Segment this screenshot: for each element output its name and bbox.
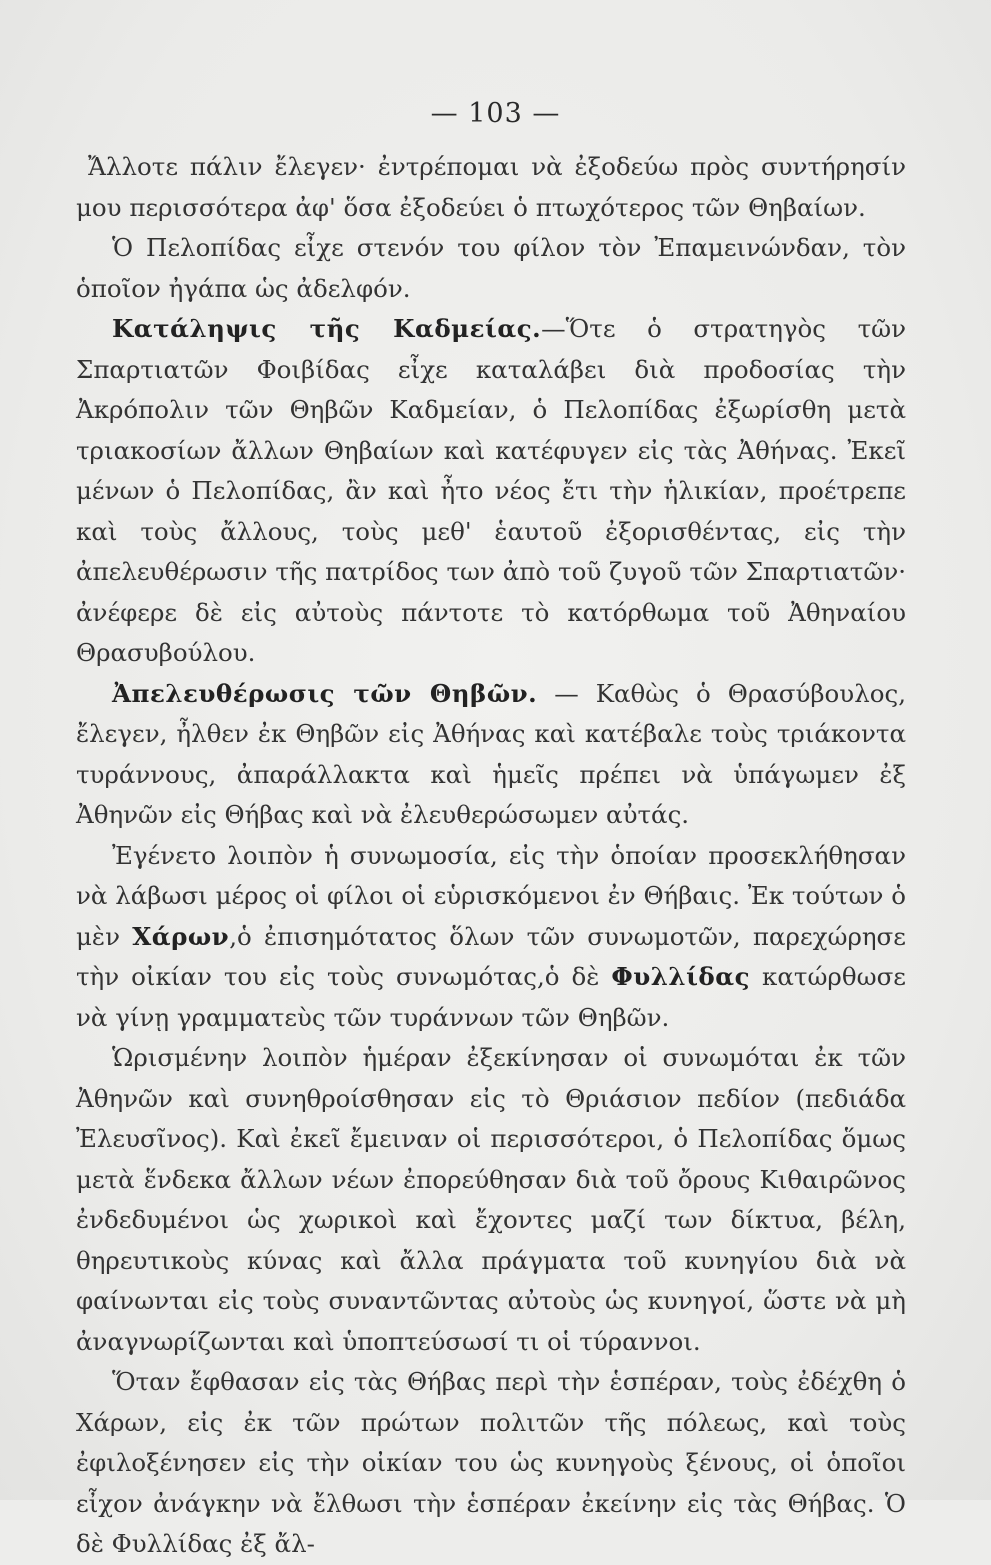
paragraph-conspiracy-text-2: ,ὁ ἐπισημότατος ὅλων τῶν συνωμοτῶν, παρεχώρησε τὴν οἰκίαν του εἰς τοὺς συνωμότας,ὁ δὲ <box>76 921 906 991</box>
paragraph-1: Ἄλλοτε πάλιν ἔλεγεν· ἐντρέπομαι νὰ ἐξοδεύω πρὸς συντήρησίν μου περισσότερα ἀφ' ὅσα ἐξοδεύει ὁ πτωχότερος τῶν Θηβαίων. <box>76 152 906 222</box>
section-heading-liberation: Ἀπελευθέρωσις τῶν Θηβῶν. <box>112 678 538 708</box>
paragraph-liberation-text: — Καθὼς ὁ Θρασύβουλος, ἔλεγεν, ἦλθεν ἐκ Θηβῶν εἰς Ἀθήνας καὶ κατέβαλε τοὺς τριάκοντα τυράννους, ἀπαράλλακτα καὶ ἡμεῖς πρέπει νὰ ὑπάγωμεν ἐξ Ἀθηνῶν εἰς Θήβας καὶ νὰ ἐλευθερώσωμεν αὐτάς. <box>76 678 906 829</box>
paragraph-kadmeia-text: —Ὅτε ὁ στρατηγὸς τῶν Σπαρτιατῶν Φοιβίδας εἶχε καταλάβει διὰ προδοσίας τὴν Ἀκρόπολιν τῶν Θηβῶν Καδμείαν, ὁ Πελοπίδας ἐξωρίσθη μετὰ τριακοσίων ἄλλων Θηβαίων καὶ κατέφυγεν εἰς τὰς Ἀθήνας. Ἐκεῖ μένων ὁ Πελοπίδας, ἂν καὶ ἦτο νέος ἔτι τὴν ἡλικίαν, προέτρεπε καὶ τοὺς ἄλλους, τοὺς μεθ' ἑαυτοῦ ἐξορισθέντας, εἰς τὴν ἀπελευθέρωσιν τῆς πατρίδος των ἀπὸ τοῦ ζυγοῦ τῶν Σπαρτιατῶν· ἀνέφερε δὲ εἰς αὐτοὺς πάντοτε τὸ κατόρθωμα τοῦ Ἀθηναίου Θρασυβούλου. <box>76 314 907 667</box>
paragraph-kadmeia <box>76 309 906 674</box>
paragraph-journey: Ὡρισμένην λοιπὸν ἡμέραν ἐξεκίνησαν οἱ συνωμόται ἐκ τῶν Ἀθηνῶν καὶ συνηθροίσθησαν εἰς τὸ Θριάσιον πεδίον (πεδιάδα Ἐλευσῖνος). Καὶ ἐκεῖ ἔμειναν οἱ περισσότεροι, ὁ Πελοπίδας ὅμως μετὰ ἕνδεκα ἄλλων νέων ἐπορεύθησαν διὰ τοῦ ὄρους Κιθαιρῶνος ἐνδεδυμένοι ὡς χωρικοὶ καὶ ἔχοντες μαζί των δίκτυα, βέλη, θηρευτικοὺς κύνας καὶ ἄλλα πράγματα τοῦ κυνηγίου διὰ νὰ φαίνωνται εἰς τοὺς συναντῶντας αὐτοὺς ὡς κυνηγοί, ὥστε νὰ μὴ ἀναγνωρίζωνται καὶ ὑποπτεύσωσί τι οἱ τύραννοι. <box>76 1043 906 1356</box>
name-phyllidas: Φυλλίδας <box>611 962 751 991</box>
paragraph-conspiracy-text-1: Ἐγένετο λοιπὸν ἡ συνωμοσία, εἰς τὴν ὁποίαν προσεκλήθησαν νὰ λάβωσι μέρος οἱ φίλοι οἱ εὑρισκόμενοι ἐν Θήβαις. Ἐκ τούτων ὁ μὲν <box>76 840 906 951</box>
paragraph-2: Ὁ Πελοπίδας εἶχε στενόν του φίλον τὸν Ἐπαμεινώνδαν, τὸν ὁποῖον ἠγάπα ὡς ἀδελφόν. <box>76 233 906 303</box>
section-heading-kadmeia: Κατάληψις τῆς Καδμείας. <box>112 314 542 343</box>
name-charon: Χάρων <box>132 921 230 951</box>
paragraph-conspiracy-text-3: κατώρθωσε νὰ γίνῃ γραμματεὺς τῶν τυράννων τῶν Θηβῶν. <box>76 962 906 1032</box>
body-text <box>76 147 906 1565</box>
paragraph-arrival: Ὅταν ἔφθασαν εἰς τὰς Θήβας περὶ τὴν ἑσπέραν, τοὺς ἐδέχθη ὁ Χάρων, εἰς ἐκ τῶν πρώτων πολιτῶν τῆς πόλεως, καὶ τοὺς ἐφιλοξένησεν εἰς τὴν οἰκίαν του ὡς κυνηγοὺς ξένους, οἱ ὁποῖοι εἶχον ἀνάγκην νὰ ἔλθωσι τὴν ἑσπέραν ἐκείνην εἰς τὰς Θήβας. Ὁ δὲ Φυλλίδας ἐξ ἄλ- <box>76 1367 906 1558</box>
page-number: — 103 — <box>430 98 561 129</box>
paragraph-liberation <box>76 674 906 836</box>
paragraph-conspiracy <box>76 836 906 1039</box>
